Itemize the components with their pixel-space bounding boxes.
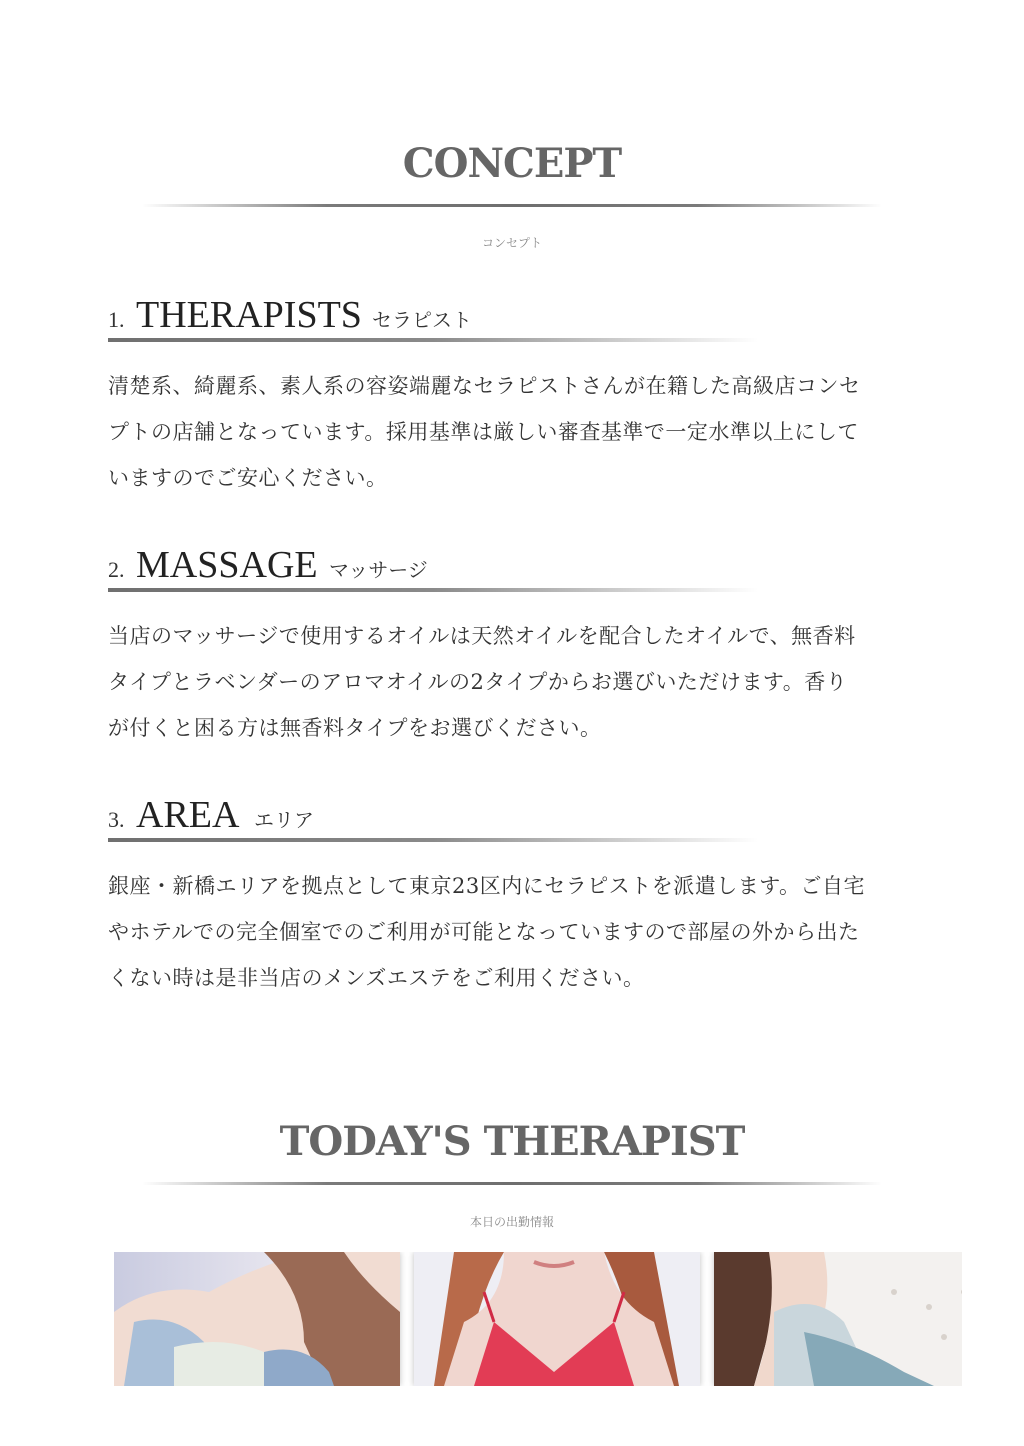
item-description <box>108 863 918 1001</box>
item-title-ja: マッサージ <box>329 558 428 582</box>
item-number: 1. <box>108 307 125 332</box>
today-title: TODAY'S THERAPIST <box>279 1118 745 1165</box>
therapist-card[interactable] <box>414 1252 700 1386</box>
concept-item-area <box>108 793 918 1001</box>
item-number: 3. <box>108 807 125 832</box>
today-subtitle: 本日の出勤情報 <box>469 1215 554 1229</box>
therapist-card[interactable] <box>114 1252 400 1386</box>
item-description-line: タイプとラベンダーのアロマオイルの2タイプからお選びいただけます。香り <box>108 670 848 694</box>
item-description-line: くない時は是非当店のメンズエステをご利用ください。 <box>108 966 645 990</box>
concept-heading <box>0 140 1024 187</box>
concept-item-therapists <box>108 293 918 501</box>
today-divider <box>142 1182 882 1185</box>
concept-divider <box>142 204 882 207</box>
concept-item-massage <box>108 543 918 751</box>
item-description-line: 銀座・新橋エリアを拠点として東京23区内にセラピストを派遣します。ご自宅 <box>108 874 866 898</box>
item-heading <box>108 293 918 337</box>
concept-subtitle: コンセプト <box>481 236 542 250</box>
item-description-line: プトの店舗となっています。採用基準は厳しい審査基準で一定水準以上にして <box>108 420 859 444</box>
therapist-card-list <box>114 1252 962 1386</box>
item-divider <box>108 338 758 342</box>
item-description-line: が付くと困る方は無香料タイプをお選びください。 <box>108 716 602 740</box>
item-title-en: AREA <box>136 794 240 836</box>
item-description <box>108 613 918 751</box>
item-title-ja: セラピスト <box>372 308 472 332</box>
therapist-card[interactable] <box>714 1252 962 1386</box>
item-heading <box>108 543 918 587</box>
therapist-photo <box>414 1252 700 1386</box>
item-title-ja: エリア <box>254 808 314 832</box>
today-heading <box>0 1118 1024 1165</box>
item-description-line: 当店のマッサージで使用するオイルは天然オイルを配合したオイルで、無香料 <box>108 624 856 648</box>
item-description-line: 清楚系、綺麗系、素人系の容姿端麗なセラピストさんが在籍した高級店コンセ <box>108 374 861 398</box>
item-title-en: MASSAGE <box>136 544 318 586</box>
therapist-photo <box>114 1252 400 1386</box>
item-description-line: やホテルでの完全個室でのご利用が可能となっていますので部屋の外から出た <box>108 920 860 944</box>
item-heading <box>108 793 918 837</box>
concept-title: CONCEPT <box>402 140 622 187</box>
item-description-line: いますのでご安心ください。 <box>108 466 388 490</box>
item-number: 2. <box>108 557 125 582</box>
item-divider <box>108 838 758 842</box>
item-title-en: THERAPISTS <box>136 294 362 336</box>
item-description <box>108 363 918 501</box>
therapist-photo <box>714 1252 962 1386</box>
item-divider <box>108 588 758 592</box>
